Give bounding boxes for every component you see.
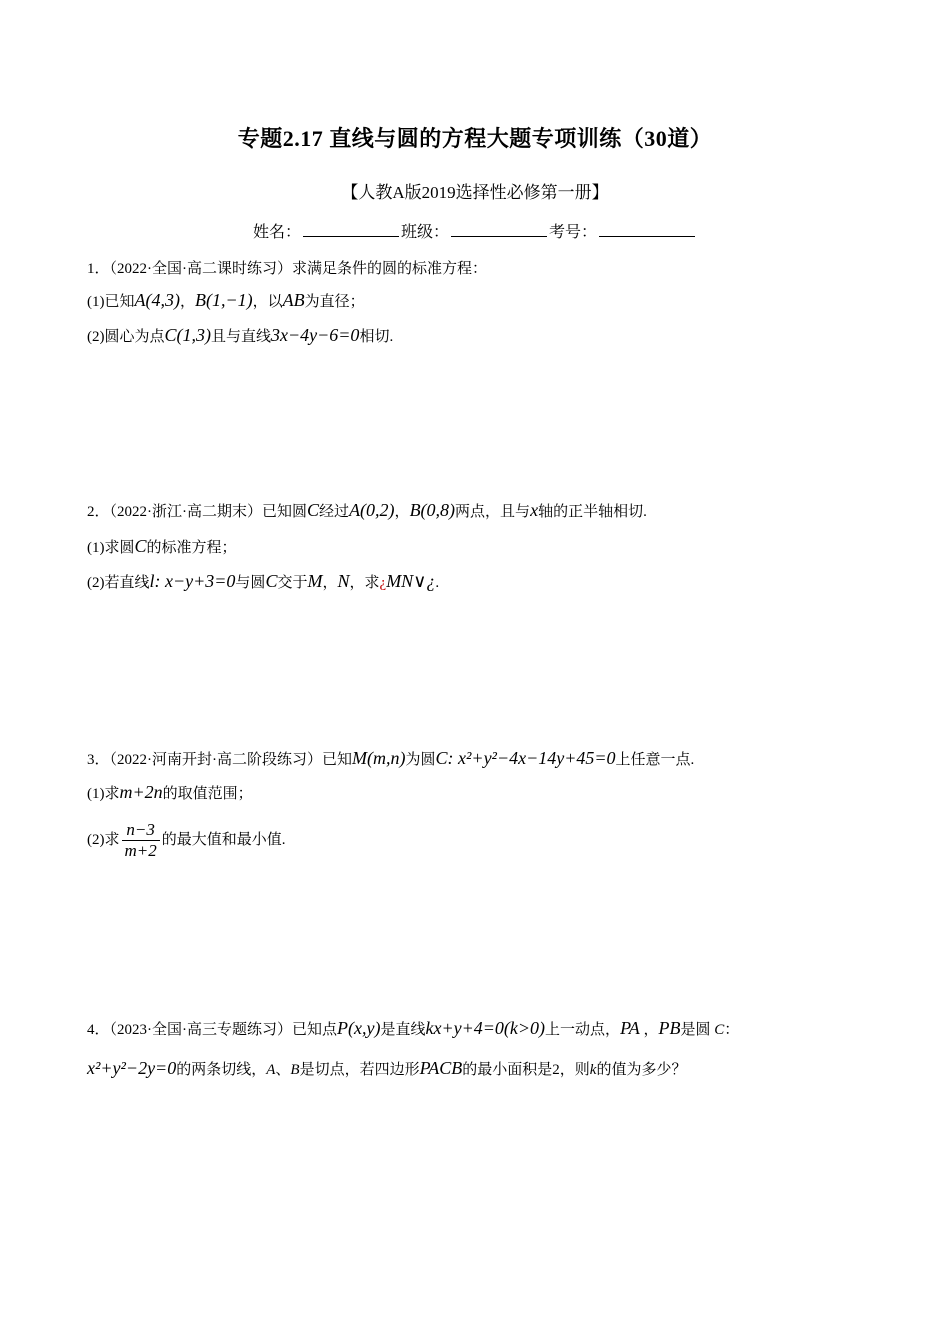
q1-line-equation: 3x−4y−6=0 <box>271 325 360 345</box>
q2-stem-c: 两点，且与 <box>455 504 531 520</box>
q4-number: 4． <box>87 1022 110 1038</box>
q1-p1-prefix: (1)已知 <box>87 294 135 310</box>
q2-circle-c: C <box>307 500 320 520</box>
q1-center-c: C(1,3) <box>164 325 211 345</box>
q1-p1-mid: ，以 <box>252 294 283 310</box>
q1-p1-sep: ， <box>179 294 195 310</box>
q4-stem-b: 是直线 <box>380 1022 426 1038</box>
name-blank[interactable] <box>303 222 399 237</box>
q3-part2 <box>87 820 286 861</box>
q4-l2-c: 的最小面积是2，则 <box>462 1062 590 1078</box>
q3-fraction-numerator: n−3 <box>122 820 160 841</box>
q1-number: 1． <box>87 261 110 277</box>
q1-p2-mid: 且与直线 <box>211 329 272 345</box>
q3-p1-suffix: 的取值范围； <box>162 786 253 802</box>
q4-circle-c: C <box>714 1022 725 1038</box>
q3-p2-prefix: (2)求 <box>87 831 120 848</box>
q3-point-m: M(m,n) <box>352 748 406 768</box>
q2-p2-ask: ，求 <box>349 575 380 591</box>
q2-p2-prefix: (2)若直线 <box>87 575 150 591</box>
q4-segment-pb: PB <box>658 1018 681 1038</box>
name-label: 姓名： <box>252 224 301 241</box>
q4-sep: ， <box>639 1022 659 1038</box>
q3-stem-c: 上任意一点. <box>615 752 695 768</box>
q1-segment-ab: AB <box>282 290 305 310</box>
q3-p2-suffix: 的最大值和最小值. <box>161 831 286 848</box>
exam-blank[interactable] <box>599 222 695 237</box>
q2-p2-end: . <box>435 575 440 591</box>
q2-stem-a: 已知圆 <box>262 504 308 520</box>
q2-p2-mid2: 交于 <box>277 575 308 591</box>
q2-p2-circle-c: C <box>265 571 278 591</box>
q3-fraction <box>122 820 160 861</box>
q2-p1-circle-c: C <box>134 536 147 556</box>
q4-circle-equation: x²+y²−2y=0 <box>87 1058 177 1078</box>
q1-p1-suffix: 为直径； <box>304 294 365 310</box>
q2-broken-glyph-right: ∨¿ <box>413 571 436 591</box>
q4-l2-d: 的值为多少？ <box>596 1062 687 1078</box>
q3-fraction-denominator: m+2 <box>124 841 157 860</box>
class-label: 班级： <box>400 224 449 241</box>
q4-segment-pa: PA <box>620 1018 640 1038</box>
q2-p1-prefix: (1)求圆 <box>87 540 135 556</box>
q2-sep: ， <box>394 504 410 520</box>
q2-p2-mid: 与圆 <box>235 575 266 591</box>
q2-number: 2． <box>87 504 110 520</box>
q1-part2 <box>87 325 393 346</box>
q4-l2-dot: 、 <box>275 1062 291 1078</box>
q4-point-a: A <box>266 1062 276 1078</box>
q4-stem-a: 已知点 <box>292 1022 338 1038</box>
q2-point-n: N <box>337 571 350 591</box>
q2-part2 <box>87 571 439 592</box>
q4-stem-c: 上一动点， <box>545 1022 621 1038</box>
document-title: 专题2.17 直线与圆的方程大题专项训练（30道） <box>237 126 713 151</box>
q4-k: k <box>589 1062 597 1078</box>
q2-part1 <box>87 536 237 557</box>
q4-stem-d: 是圆 <box>680 1022 715 1038</box>
q2-stem-b: 经过 <box>319 504 350 520</box>
q3-number: 3． <box>87 752 110 768</box>
q4-quadrilateral: PACB <box>419 1058 463 1078</box>
q3-source: （2022·河南开封·高二阶段练习） <box>109 752 323 768</box>
exam-label: 考号： <box>549 224 598 241</box>
q2-line-l: l: x−y+3=0 <box>149 571 236 591</box>
q4-colon: ： <box>724 1022 740 1038</box>
q3-stem-a: 已知 <box>322 752 353 768</box>
q3-part1 <box>87 782 253 803</box>
q1-p2-suffix: 相切. <box>359 329 394 345</box>
q3-stem <box>87 748 694 769</box>
q3-stem-b: 为圆 <box>405 752 436 768</box>
q3-circle-equation: C: x²+y²−4x−14y+45=0 <box>435 748 616 768</box>
q4-stem <box>87 1018 739 1039</box>
q2-stem-d: 轴的正半轴相切. <box>538 504 647 520</box>
q2-segment-mn: MN <box>386 571 414 591</box>
q2-comma: ， <box>322 575 338 591</box>
document-subtitle: 【人教A版2019选择性必修第一册】 <box>341 183 609 202</box>
q1-stem-text: 求满足条件的圆的标准方程： <box>292 261 488 277</box>
q3-p1-expression: m+2n <box>119 782 163 802</box>
q2-x-axis: x <box>530 500 539 520</box>
q2-p1-suffix: 的标准方程； <box>146 540 237 556</box>
q4-point-b: B <box>290 1062 300 1078</box>
q1-source: （2022·全国·高二课时练习） <box>109 261 293 277</box>
class-blank[interactable] <box>451 222 547 237</box>
q3-p1-prefix: (1)求 <box>87 786 120 802</box>
q4-l2-a: 的两条切线， <box>176 1062 267 1078</box>
q1-point-a: A(4,3) <box>134 290 180 310</box>
q1-stem <box>87 257 487 278</box>
q4-point-p: P(x,y) <box>337 1018 381 1038</box>
q2-broken-glyph-left: ¿ <box>379 575 387 591</box>
q4-line2 <box>87 1058 686 1079</box>
q2-source: （2022·浙江·高二期末） <box>109 504 263 520</box>
q4-line-equation: kx+y+4=0(k>0) <box>425 1018 546 1038</box>
q2-point-b: B(0,8) <box>409 500 456 520</box>
q2-point-m: M <box>307 571 323 591</box>
q4-l2-b: 是切点，若四边形 <box>299 1062 420 1078</box>
q1-p2-prefix: (2)圆心为点 <box>87 329 165 345</box>
q2-point-a: A(0,2) <box>349 500 395 520</box>
q1-point-b: B(1,−1) <box>195 290 253 310</box>
student-info-line <box>0 219 950 242</box>
q2-stem <box>87 500 647 521</box>
q4-source: （2023·全国·高三专题练习） <box>109 1022 293 1038</box>
q1-part1 <box>87 290 365 311</box>
